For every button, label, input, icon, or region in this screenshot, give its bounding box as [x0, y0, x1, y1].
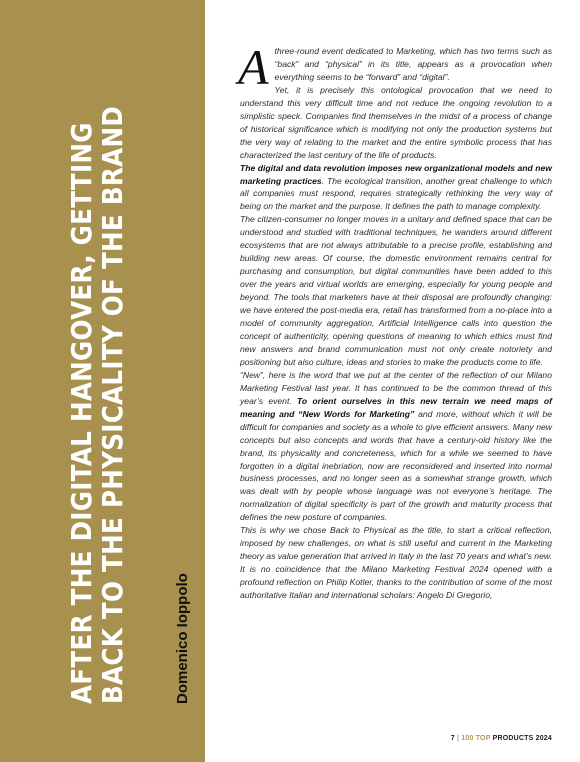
page-footer [451, 735, 552, 742]
footer-brand: 100 TOP [461, 735, 491, 742]
paragraph-6: This is why we chose Back to Physical as the title, to start a critical reflection, imposed by new challenges, on what is still useful and current in the Marketing theory as value generation that arrived in Italy in the last 70 years and what’s new. It is no coincidence that the Milano Marketing Festival 2024 opened with a profound reflection on Philip Kotler, thanks to the contribution of some of the most authoritative Italian and international scholars: Angelo Di Gregorio, [240, 525, 552, 601]
sidebar-band [0, 0, 205, 762]
article-body [238, 39, 553, 602]
paragraph-3 [240, 162, 552, 214]
paragraph-2: Yet, it is precisely this ontological provocation that we need to understand this very difficult time and not reduce the ongoing revolution to a simplistic speck. Companies find themselves in the midst of a process of change of historical significance which is modifying not only the production systems but the very way of relating to the market and the entire symbolic process that has characterized the last century of the life of products. [240, 84, 552, 160]
paragraph-3-bold: The digital and data revolution imposes new organizational models and new marketing practices [240, 162, 552, 186]
paragraph-4: The citizen-consumer no longer moves in a unitary and defined space that can be understood and studied with traditional techniques, he wanders around different ecosystems that are not always attributable to a precise profile, establishing and building new areas. Of course, the domestic environment remains central for purchasing and consumption, but digital communities have been added to this over the years and virtual worlds are emerging, especially for young people and beyond. The tools that marketers have at their disposal are profoundly changing: we have entered the post-media era, retail has transformed from a no-place into a model of community aggregation, Artificial Intelligence calls into question the concept of authenticity, opening questions of meaning to which ethics must find new answers and brand communication must not only create notoriety and positioning but also culture, ideas and stories to make the products come to life. [240, 214, 552, 367]
paragraph-1-text: three-round event dedicated to Marketing, which has two terms such as “back” and “physical” in its title, appears as a provocation when everything seems to be “forward” and “digital”. [274, 46, 552, 82]
footer-label: PRODUCTS 2024 [490, 735, 552, 742]
paragraph-5-start: “New”, here is the word that we put at the center of the reflection of our Milano Marketing Festival last year. It has continued to be the common thread of this year’s event. [240, 369, 552, 406]
paragraph-5 [240, 369, 552, 524]
author-name: Domenico Ioppolo [174, 573, 191, 704]
paragraph-1 [238, 39, 552, 95]
page-number: 7 [450, 735, 455, 742]
drop-cap: A [238, 39, 269, 95]
rotated-title-block [0, 0, 205, 762]
paragraph-5-text: and more, without which it will be difficult for companies and society as a whole to give efficient answers. Many new concepts but also concepts and words that have a century-old history like the brand, its physicality and concreteness, which for a while we seemed to have forgotten in a digital inebriation, now are reconsidered and inserted into normal business processes, and no longer seen as a somewhat strange growth, which was dealt with by people whose language was not everyone’s heritage. The normalization of digital specificity is part of the growth and maturity process that defines the new posture of companies. [240, 408, 552, 523]
title-line-1: AFTER THE DIGITAL HANGOVER, GETTING [65, 122, 98, 704]
paragraph-5-bold: To orient ourselves in this new terrain we need maps of meaning and “New Words for Marketing” [240, 395, 553, 419]
title-line-2: BACK TO THE PHYSICALITY OF THE BRAND [96, 105, 129, 704]
footer-separator: | [456, 735, 460, 742]
article-title [66, 97, 128, 704]
paragraph-3-text: . The ecological transition, another great challenge to which all companies must respond, requires strategically rethinking the very way of being on the market and the purpose. It defines the path to manage complexity. [240, 175, 552, 212]
